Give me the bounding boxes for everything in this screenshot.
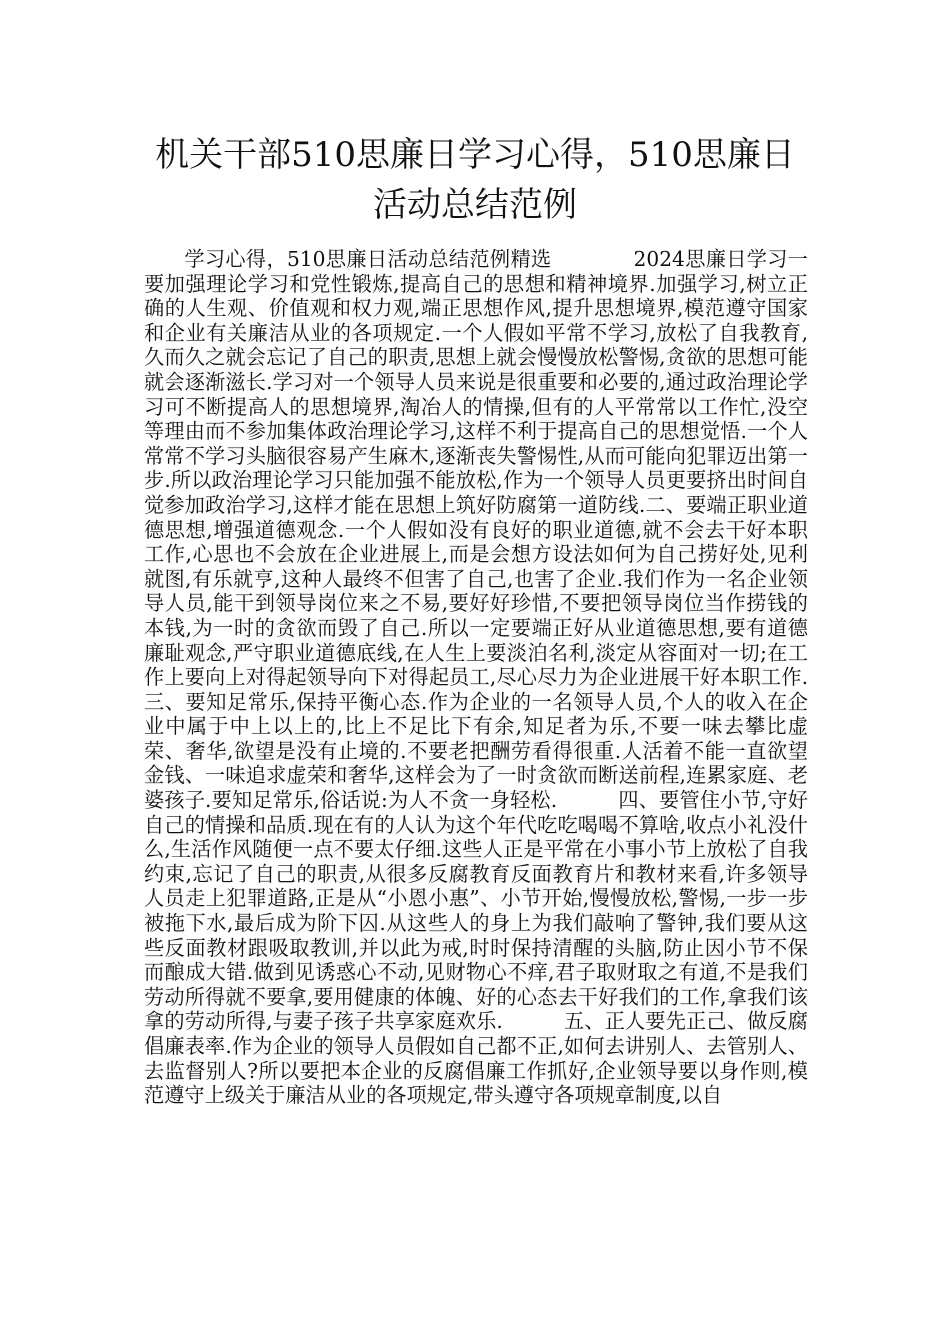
document-title: 机关干部510思廉日学习心得，510思廉日活动总结范例	[155, 135, 795, 225]
document-body: 学习心得，510思廉日活动总结范例精选 2024思廉日学习一要加强理论学习和党性锻炼,提高自己的思想和精神境界.加强学习,树立正确的人生观、价值观和权力观,端正思想作风,提升思想境界,模范遵守国家和企业有关廉洁从业的各项规定.一个人假如平常不学习,放松了自我教育,久而久之就会忘记了自己的职责,思想上就会慢慢放松警惕,贪欲的思想可能就会逐渐滋长.学习对一个领导人员来说是很重要和必要的,通过政治理论学习可不断提高人的思想境界,淘冶人的情操,但有的人平常常以工作忙,没空等理由而不参加集体政治理论学习,这样不利于提高自己的思想觉悟.一个人常常不学习头脑很容易产生麻木,逐渐丧失警惕性,从而可能向犯罪迈出第一步.所以政治理论学习只能加强不能放松,作为一个领导人员更要挤出时间自觉参加政治学习,这样才能在思想上筑好防腐第一道防线.二、要端正职业道德思想,增强道德观念.一个人假如没有良好的职业道德,就不会去干好本职工作,心思也不会放在企业进展上,而是会想方设法如何为自己捞好处,见利就图,有乐就亨,这种人最终不但害了自己,也害了企业.我们作为一名企业领导人员,能干到领导岗位来之不易,要好好珍惜,不要把领导岗位当作捞钱的本钱,为一时的贪欲而毁了自己.所以一定要端正好从业道德思想,要有道德廉耻观念,严守职业道德底线,在人生上要淡泊名利,淡定从容面对一切;在工作上要向上对得起领导向下对得起员工,尽心尽力为企业进展干好本职工作. 三、要知足常乐,保持平衡心态.作为企业的一名领导人员,个人的收入在企业中属于中上以上的,比上不足比下有余,知足者为乐,不要一味去攀比虚荣、奢华,欲望是没有止境的.不要老把酬劳看得很重.人活着不能一直欲望金钱、一味追求虚荣和奢华,这样会为了一时贪欲而断送前程,连累家庭、老婆孩子.要知足常乐,俗话说:为人不贪一身轻松. 四、要管住小节,守好自己的情操和品质.现在有的人认为这个年代吃吃喝喝不算啥,收点小礼没什么,生活作风随便一点不要太仔细.这些人正是平常在小事小节上放松了自我约束,忘记了自己的职责,从很多反腐教育反面教育片和教材来看,许多领导人员走上犯罪道路,正是从“小恩小惠”、小节开始,慢慢放松,警惕,一步一步被拖下水,最后成为阶下囚.从这些人的身上为我们敲响了警钟,我们要从这些反面教材跟吸取教训,并以此为戒,时时保持清醒的头脑,防止因小节不保而酿成大错.做到见诱惑心不动,见财物心不痒,君子取财取之有道,不是我们劳动所得就不要拿,要用健康的体魄、好的心态去干好我们的工作,拿我们该拿的劳动所得,与妻子孩子共享家庭欢乐. 五、正人要先正己、做反腐倡廉表率.作为企业的领导人员假如自己都不正,如何去讲别人、去管别人、去监督别人?所以要把本企业的反腐倡廉工作抓好,企业领导要以身作则,模范遵守上级关于廉洁从业的各项规定,带头遵守各项规章制度,以自	[144, 247, 869, 1108]
